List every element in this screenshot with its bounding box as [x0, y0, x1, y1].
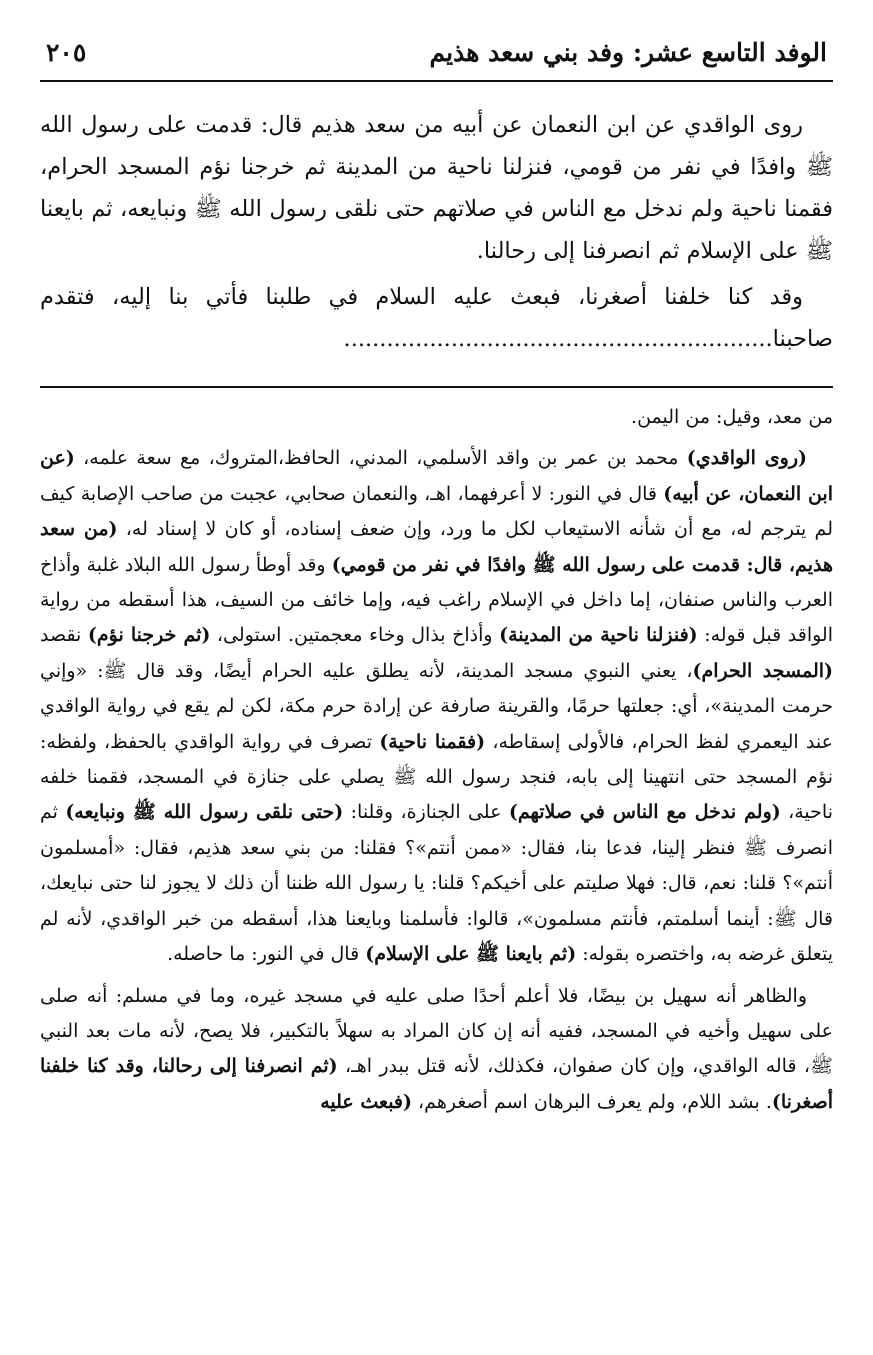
quoted-phrase: (ثم انصرفنا إلى رحالنا، وقد كنا خلفنا أصغرنا) — [40, 1055, 833, 1113]
quoted-phrase: (فبعث عليه — [320, 1090, 412, 1113]
footnote-text: ، يعني النبوي مسجد المدينة، لأنه يطلق عليه الحرام أيضًا، وقد قال ﷺ: «وإني حرمت المدينة»، أي: جعلتها حرمًا، والقرينة صارفة عن إرادة حرم مكة، لكن لم يقع في رواية الواقدي عند اليعمري لفظ الحرام، فالأولى إسقاطه، — [40, 659, 833, 753]
quoted-phrase: (فقمنا ناحية) — [379, 730, 486, 753]
ellipsis-dots: ........................................................ — [343, 326, 745, 352]
quoted-phrase: (روى الواقدي) — [686, 447, 808, 470]
footnote-text: قال في النور: ما حاصله. — [167, 943, 366, 966]
footnote-text: على الجنازة، وقلنا: — [343, 801, 509, 824]
main-paragraph-text: وقد كنا خلفنا أصغرنا، فبعث عليه السلام في طلبنا فأتي بنا إليه، فتقدم صاحبنا.... — [40, 284, 833, 352]
footnote-text: ثم انصرف ﷺ فنظر إلينا، فدعا بنا، فقال: «ممن أنتم»؟ فقلنا: من بني سعد هذيم، فقال: «أمسلمون أنتم»؟ قلنا: نعم، قال: فهلا صليتم على أخيكم؟ قلنا: يا رسول الله ظننا أن ذلك لا يجوز لنا حتى نبايعك، قال ﷺ: أينما أسلمتم، فأنتم مسلمون»، قالوا: فأسلمنا وبايعنا هذا، أسقطه من خبر الواقدي، لأنه لم يتعلق غرضه به، واختصره بقوله: — [40, 801, 833, 966]
quoted-phrase: (من سعد هذيم، قال: قدمت على رسول الله ﷺ وافدًا في نفر من قومي) — [40, 518, 833, 576]
quoted-phrase: (عن ابن النعمان، عن أبيه) — [40, 447, 833, 505]
quoted-phrase: (حتى نلقى رسول الله ﷺ ونبايعه) — [65, 801, 344, 824]
footnote-text: قال في النور: لا أعرفهما، اهـ، والنعمان صحابي، عجبت من صاحب الإصابة كيف لم يترجم له، مع أن شأنه الاستيعاب لكل ما ورد، وإن ضعف إسناده، أو كان لا إسناد له، — [40, 482, 833, 541]
footnote-paragraph — [40, 979, 833, 1121]
footnote-text: من معد، وقيل: من اليمن. — [631, 406, 833, 428]
quoted-phrase: (ولم ندخل مع الناس في صلاتهم) — [508, 801, 781, 824]
footnote-text: محمد بن عمر بن واقد الأسلمي، المدني، الحافظ،المتروك، مع سعة علمه، — [74, 447, 687, 470]
quoted-phrase: (ثم بايعنا ﷺ على الإسلام) — [365, 943, 577, 966]
footnote-separator — [40, 386, 833, 388]
footnotes — [40, 400, 833, 1120]
chapter-title: الوفد التاسع عشر: وفد بني سعد هذيم — [429, 37, 827, 67]
footnote-text: والظاهر أنه سهيل بن بيضًا، فلا أعلم أحدًا صلى عليه في مسجد غيره، وما في مسلم: أنه صلى على سهيل وأخيه في المسجد، ففيه أنه إن كان المراد به سهلاً بالتكبير، فلا يصح، لأنه مات بعد النبي ﷺ، قاله الواقدي، وإن كان صفوان، فكذلك، لأنه قتل ببدر اهـ، — [40, 984, 833, 1078]
running-header — [40, 30, 833, 82]
quoted-phrase: (فنزلنا ناحية من المدينة) — [499, 624, 698, 647]
footnote-text: . بشد اللام، ولم يعرف البرهان اسم أصغرهم، — [412, 1090, 772, 1113]
footnote-text: نقصد — [40, 624, 88, 647]
quoted-phrase: (المسجد الحرام) — [692, 659, 833, 682]
main-paragraph — [40, 276, 833, 360]
quoted-phrase: (ثم خرجنا نؤم) — [87, 624, 211, 647]
footnote-text: تصرف في رواية الواقدي بالحفظ، ولفظه: نؤم المسجد حتى انتهينا إلى بابه، فنجد رسول الله ﷺ يصلي على جنازة في المسجد، فقمنا خلفه ناحية، — [40, 730, 833, 824]
footnote-paragraph — [40, 400, 833, 435]
page-number: ٢٠٥ — [46, 37, 87, 67]
footnote-text: وقد أوطأ رسول الله البلاد غلبة وأذاخ العرب والناس صنفان، إما داخل في الإسلام راغب فيه، وإما خائف من السيف، هذا أسقطه من رواية الواقد قبل قوله: — [40, 553, 833, 647]
footnote-paragraph — [40, 441, 833, 972]
main-paragraph: روى الواقدي عن ابن النعمان عن أبيه من سعد هذيم قال: قدمت على رسول الله ﷺ وافدًا في نفر من قومي، فنزلنا ناحية من المدينة ثم خرجنا نؤم المسجد الحرام، فقمنا ناحية ولم ندخل مع الناس في صلاتهم حتى نلقى رسول الله ﷺ ونبايعه، ثم بايعنا ﷺ على الإسلام ثم انصرفنا إلى رحالنا. — [40, 112, 833, 264]
main-text — [40, 104, 833, 360]
footnote-text: وأذاخ بذال وخاء معجمتين. استولى، — [210, 624, 500, 647]
